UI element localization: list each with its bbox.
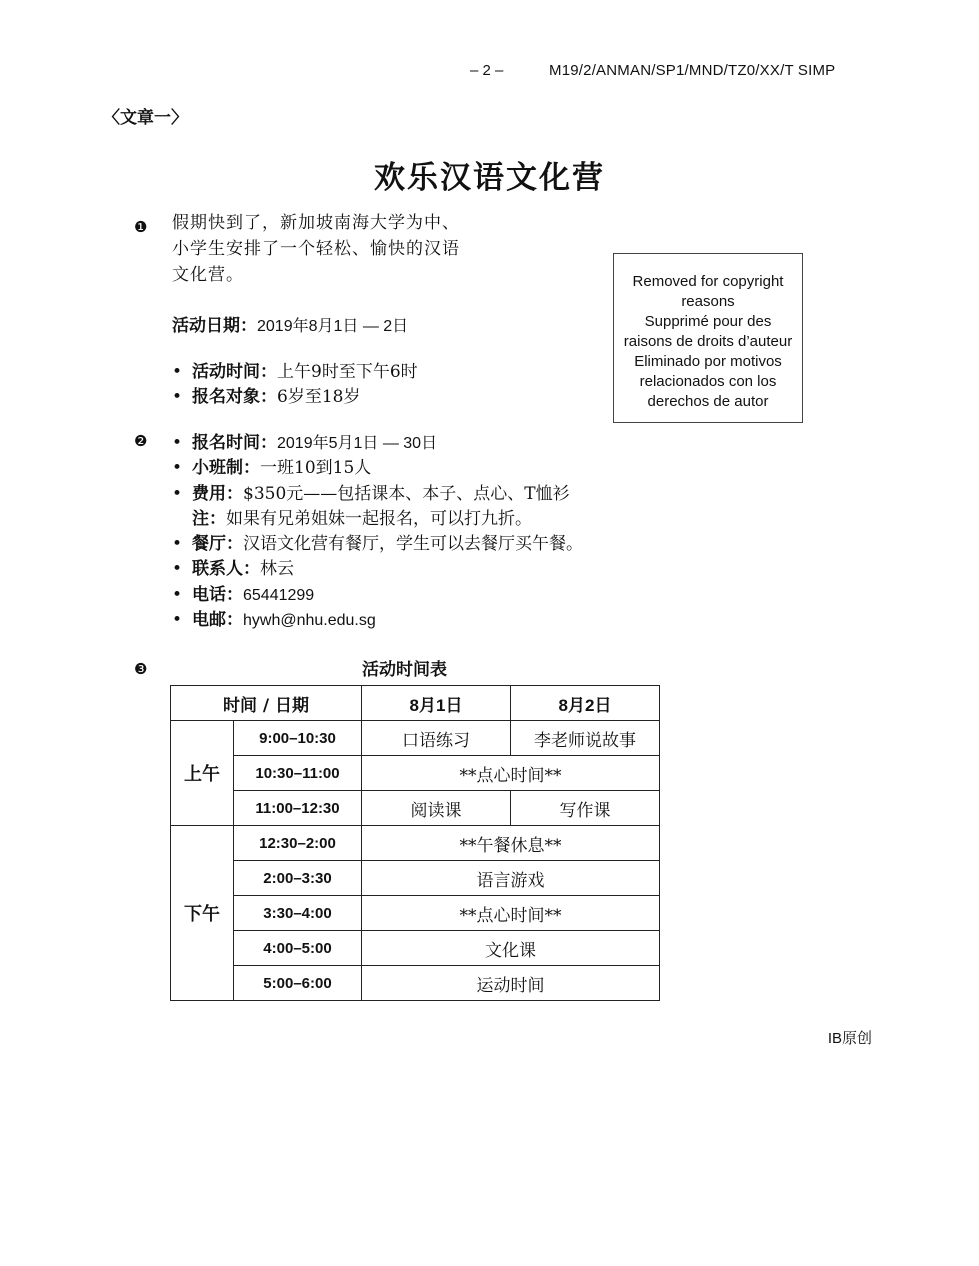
- time-cell: 12:30–2:00: [234, 826, 362, 861]
- table-row: [171, 931, 660, 966]
- list-item-value: 65441299: [243, 587, 315, 604]
- activity-cell: 写作课: [511, 791, 660, 826]
- activity-cell: **点心时间**: [362, 756, 660, 791]
- list-item-label: 电话：: [192, 585, 243, 605]
- list-item-label: 小班制：: [192, 458, 260, 478]
- activity-cell: 李老师说故事: [511, 721, 660, 756]
- list-item-value: 6岁至18岁: [277, 387, 361, 407]
- document-code: M19/2/ANMAN/SP1/MND/TZ0/XX/T SIMP: [549, 62, 836, 79]
- time-cell: 11:00–12:30: [234, 791, 362, 826]
- page-header: [0, 62, 979, 82]
- list-item-label: 报名对象：: [192, 387, 277, 407]
- copyright-line: Eliminado por motivos: [634, 353, 782, 370]
- paragraph-marker-2: ❷: [134, 432, 148, 450]
- activity-cell: 运动时间: [362, 966, 660, 1001]
- list-item: • 报名对象：6岁至18岁: [172, 387, 361, 407]
- activity-date-value: 2019年8月1日 — 2日: [257, 318, 409, 335]
- column-header: 8月2日: [511, 686, 660, 721]
- copyright-line: Removed for copyright: [632, 273, 784, 290]
- schedule-table: [170, 685, 660, 1001]
- list-item-label: 电邮：: [192, 610, 243, 630]
- time-cell: 4:00–5:00: [234, 931, 362, 966]
- copyright-line: reasons: [681, 293, 735, 310]
- list-item: • 餐厅：汉语文化营有餐厅，学生可以去餐厅买午餐。: [172, 534, 583, 554]
- morning-label: 上午: [171, 721, 234, 826]
- list-item-label: 联系人：: [192, 559, 260, 579]
- activity-cell: 口语练习: [362, 721, 511, 756]
- copyright-line: derechos de autor: [647, 393, 769, 410]
- table-row: [171, 861, 660, 896]
- note-item: [172, 504, 532, 529]
- list-item-value: $350元——包括课本、本子、点心、T恤衫: [243, 484, 570, 504]
- list-item-label: 餐厅：: [192, 534, 243, 554]
- time-cell: 2:00–3:30: [234, 861, 362, 896]
- activity-date-label: 活动日期：: [172, 316, 257, 336]
- note-value: 如果有兄弟姐妹一起报名，可以打九折。: [226, 509, 532, 529]
- activity-cell: 语言游戏: [362, 861, 660, 896]
- activity-date: [172, 311, 408, 336]
- list-item: • 费用：$350元——包括课本、本子、点心、T恤衫: [172, 484, 570, 504]
- intro-paragraph: [172, 210, 517, 288]
- table-row: [171, 721, 660, 756]
- list-item-value: 一班10到15人: [260, 458, 372, 478]
- list-item-value: 2019年5月1日 — 30日: [277, 435, 438, 452]
- schedule-title: 活动时间表: [362, 660, 447, 680]
- afternoon-label: 下午: [171, 826, 234, 1001]
- ib-original-note: IB原创: [827, 1030, 872, 1047]
- column-header: 时间 / 日期: [171, 686, 362, 721]
- activity-cell: 文化课: [362, 931, 660, 966]
- list-item-label: 活动时间：: [192, 362, 277, 382]
- activity-cell: 阅读课: [362, 791, 511, 826]
- paragraph-marker-1: ❶: [134, 218, 148, 236]
- note-label: 注：: [192, 509, 226, 529]
- intro-line: 文化营。: [172, 265, 244, 285]
- list-item: • 联系人：林云: [172, 559, 294, 579]
- list-item-value: 上午9时至下午6时: [277, 362, 418, 382]
- table-row: [171, 966, 660, 1001]
- table-row: [171, 896, 660, 931]
- list-item: • 电话：65441299: [172, 585, 315, 605]
- page-title: 欢乐汉语文化营: [374, 160, 605, 196]
- section-label: 〈文章一〉: [103, 108, 188, 128]
- table-header-row: [171, 686, 660, 721]
- list-item-value: 林云: [260, 559, 294, 579]
- intro-line: 假期快到了，新加坡南海大学为中、: [172, 213, 460, 233]
- time-cell: 5:00–6:00: [234, 966, 362, 1001]
- list-item-value: 汉语文化营有餐厅，学生可以去餐厅买午餐。: [243, 534, 583, 554]
- list-item: • 电邮：hywh@nhu.edu.sg: [172, 610, 376, 630]
- intro-line: 小学生安排了一个轻松、愉快的汉语: [172, 239, 460, 259]
- time-cell: 10:30–11:00: [234, 756, 362, 791]
- table-row: [171, 791, 660, 826]
- activity-cell: **午餐休息**: [362, 826, 660, 861]
- table-row: [171, 826, 660, 861]
- list-item: • 小班制：一班10到15人: [172, 458, 372, 478]
- table-row: [171, 756, 660, 791]
- list-item: • 活动时间：上午9时至下午6时: [172, 362, 418, 382]
- time-cell: 9:00–10:30: [234, 721, 362, 756]
- page-number: – 2 –: [470, 62, 504, 79]
- copyright-line: raisons de droits d’auteur: [623, 333, 793, 350]
- list-item-label: 报名时间：: [192, 433, 277, 453]
- activity-cell: **点心时间**: [362, 896, 660, 931]
- email-link[interactable]: hywh@nhu.edu.sg: [243, 612, 376, 629]
- list-item-label: 费用：: [192, 484, 243, 504]
- paragraph-marker-3: ❸: [134, 660, 148, 678]
- time-cell: 3:30–4:00: [234, 896, 362, 931]
- column-header: 8月1日: [362, 686, 511, 721]
- copyright-line: Supprimé pour des: [644, 313, 772, 330]
- list-item: • 报名时间：2019年5月1日 — 30日: [172, 433, 438, 453]
- copyright-line: relacionados con los: [639, 373, 777, 390]
- copyright-notice: [613, 253, 803, 423]
